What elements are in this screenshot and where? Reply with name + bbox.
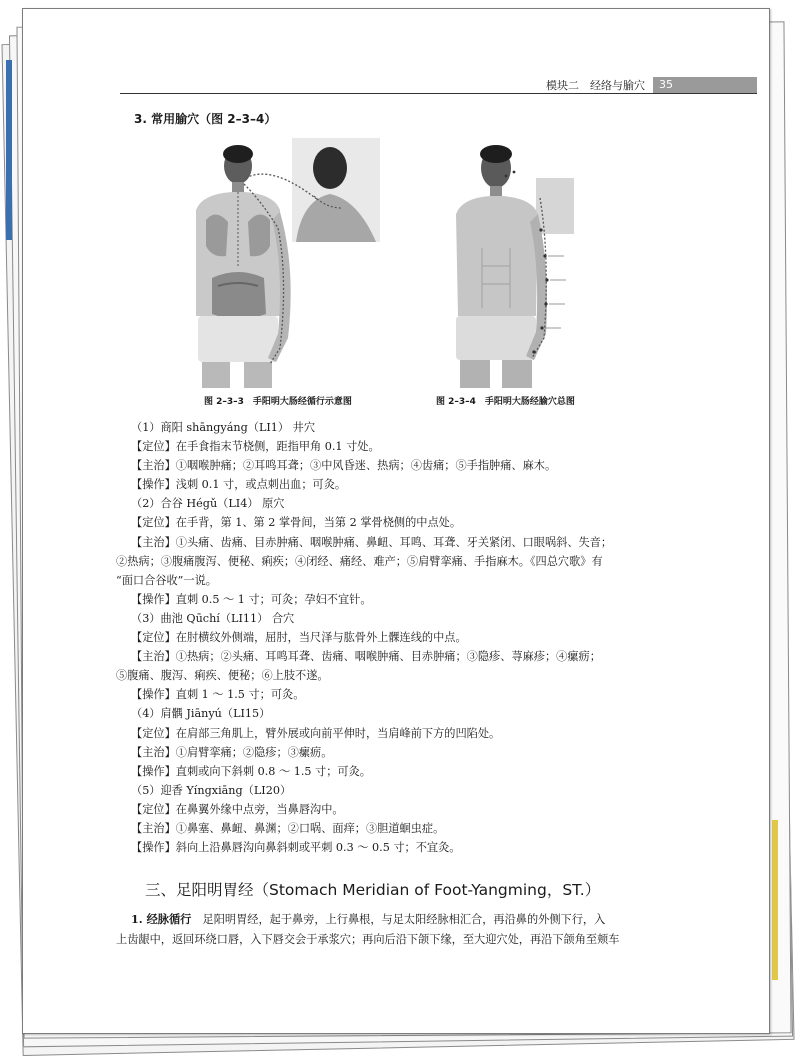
figure-acupoint-overview bbox=[452, 138, 582, 388]
text-line: 【主治】①鼻塞、鼻衄、鼻渊；②口㖞、面痒；③胆道蛔虫症。 bbox=[131, 821, 445, 835]
text-line: 【操作】浅刺 0.1 寸，或点刺出血；可灸。 bbox=[131, 478, 347, 492]
chapter-heading: 三、足阳明胃经（Stomach Meridian of Foot-Yangming，ST.） bbox=[145, 881, 601, 899]
running-title: 模块二 经络与腧穴 bbox=[540, 77, 653, 93]
text-line: 【定位】在肘横纹外侧端，屈肘，当尺泽与肱骨外上髁连线的中点。 bbox=[131, 631, 467, 645]
text-line: （4）肩髃 Jiānyú（LI15） bbox=[131, 707, 271, 721]
book-edge-accent bbox=[772, 820, 778, 980]
section-heading: 3. 常用腧穴（图 2–3–4） bbox=[134, 112, 277, 126]
text-line: 【操作】直刺 1 ～ 1.5 寸；可灸。 bbox=[131, 688, 305, 702]
text-line: 【定位】在肩部三角肌上，臂外展或向前平伸时，当肩峰前下方的凹陷处。 bbox=[131, 726, 501, 740]
text-line: （3）曲池 Qūchí（LI11） 合穴 bbox=[131, 611, 295, 625]
figure-meridian-pathway bbox=[192, 138, 380, 388]
text-line: （5）迎香 Yíngxiāng（LI20） bbox=[131, 783, 292, 797]
text-line: 【主治】①热病；②头痛、耳鸣耳聋、齿痛、咽喉肿痛、目赤肿痛；③隐疹、荨麻疹；④瘰疬； bbox=[131, 650, 601, 664]
figure-caption: 图 2–3–4 手阳明大肠经腧穴总图 bbox=[436, 397, 575, 407]
figure-caption: 图 2–3–3 手阳明大肠经循行示意图 bbox=[204, 397, 352, 407]
text-line: “面口合谷收”一说。 bbox=[116, 573, 217, 587]
text-line: 上齿龈中，返回环绕口唇，入下唇交会于承浆穴；再向后沿下颌下缘，至大迎穴处，再沿下颌角至颊车 bbox=[116, 932, 620, 946]
text-line: 【操作】斜向上沿鼻唇沟向鼻斜刺或平刺 0.3 ～ 0.5 寸；不宜灸。 bbox=[131, 841, 461, 855]
text-line: （2）合谷 Hégǔ（LI4） 原穴 bbox=[131, 497, 285, 511]
text-line: 【定位】在鼻翼外缘中点旁，当鼻唇沟中。 bbox=[131, 802, 344, 816]
meridian-course-paragraph bbox=[116, 910, 686, 949]
text-line: 【主治】①肩臂挛痛；②隐疹；③瘰疬。 bbox=[131, 745, 333, 759]
book-spine-edge bbox=[6, 60, 12, 240]
text-line: 【主治】①头痛、齿痛、目赤肿痛、咽喉肿痛、鼻衄、耳鸣、耳聋、牙关紧闭、口眼㖞斜、失音； bbox=[131, 535, 613, 549]
header-rule bbox=[120, 93, 757, 94]
text-line: （1）商阳 shāngyáng（LI1） 井穴 bbox=[131, 421, 316, 434]
text-line: 【定位】在手背，第 1、第 2 掌骨间，当第 2 掌骨桡侧的中点处。 bbox=[131, 516, 462, 530]
page-number: 35 bbox=[653, 77, 757, 93]
running-head bbox=[540, 77, 757, 93]
text-line: 【主治】①咽喉肿痛；②耳鸣耳聋；③中风昏迷、热病；④齿痛；⑤手指肿痛、麻木。 bbox=[131, 459, 557, 473]
text-span: 足阳明胃经，起于鼻旁，上行鼻根，与足太阳经脉相汇合，再沿鼻的外侧下行，入 bbox=[202, 913, 606, 926]
subheading-lead: 1. 经脉循行 bbox=[131, 912, 192, 926]
text-line: 【操作】直刺或向下斜刺 0.8 ～ 1.5 寸；可灸。 bbox=[131, 764, 371, 778]
text-line: ⑤腹痛、腹泻、痢疾、便秘；⑥上肢不遂。 bbox=[116, 669, 329, 683]
text-line: 【操作】直刺 0.5 ～ 1 寸；可灸；孕妇不宜针。 bbox=[131, 592, 372, 606]
text-line: ②热病；③腹痛腹泻、便秘、痢疾；④闭经、痛经、难产；⑤肩臂挛痛、手指麻木。《四总穴歌》有 bbox=[116, 554, 603, 568]
text-line bbox=[116, 910, 686, 930]
text-line: 【定位】在手食指末节桡侧，距指甲角 0.1 寸处。 bbox=[131, 440, 380, 454]
acupoint-entries bbox=[116, 418, 676, 857]
